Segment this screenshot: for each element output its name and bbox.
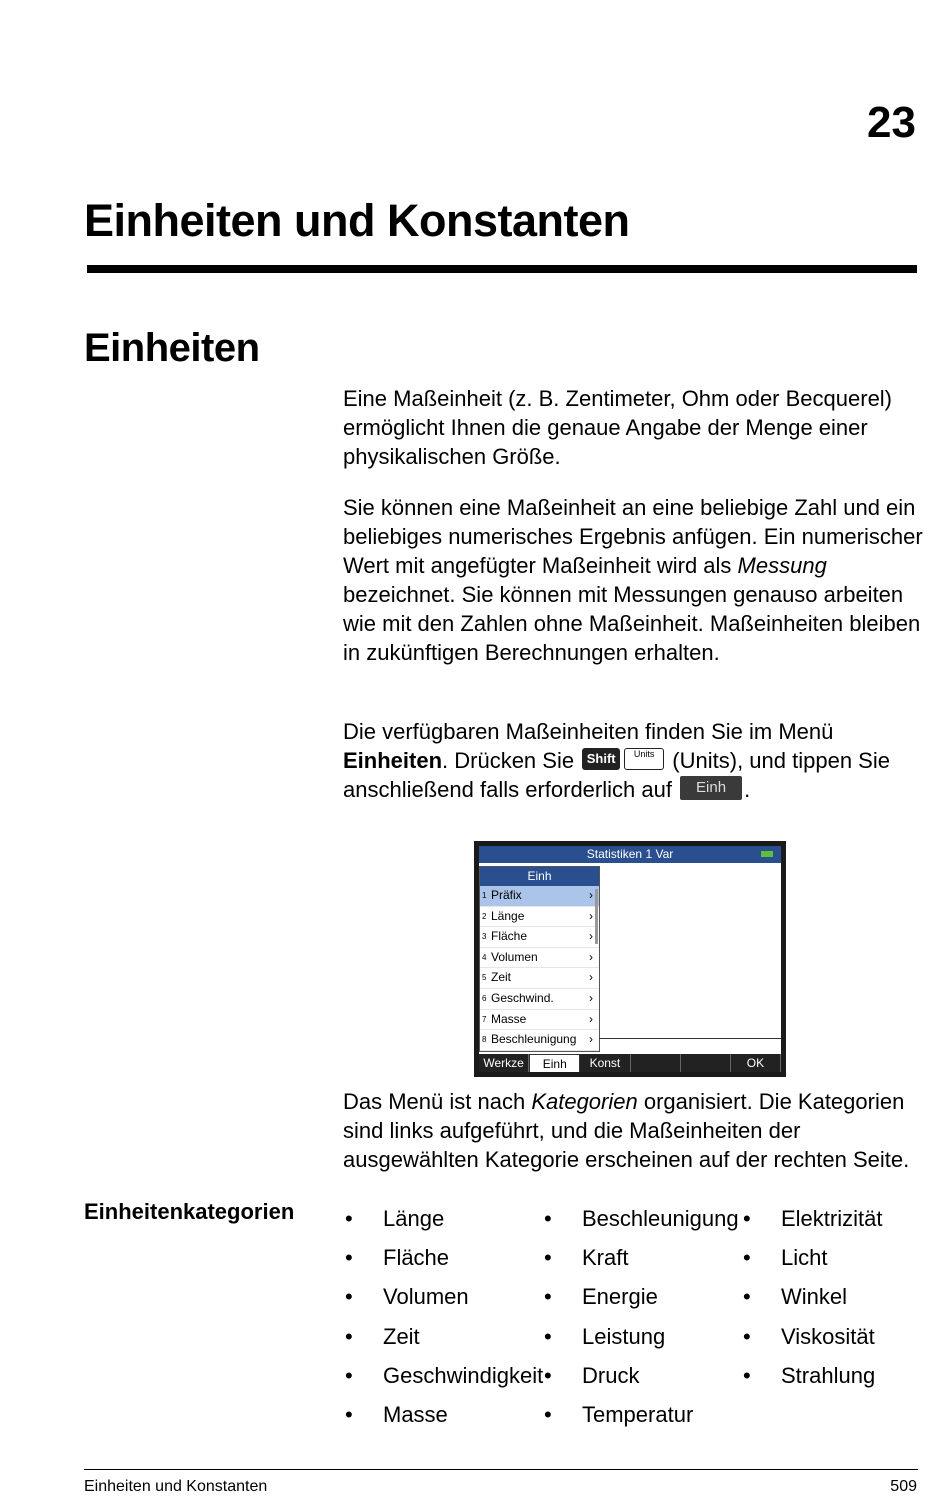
chevron-right-icon: › bbox=[589, 949, 593, 964]
calculator-screen bbox=[479, 846, 781, 1072]
category-label: Volumen bbox=[383, 1284, 469, 1310]
paragraph-intro-text: Eine Maßeinheit (z. B. Zentimeter, Ohm oder Becquerel) ermöglicht Ihnen die genaue Angabe der Menge einer physikalischen Größe. bbox=[343, 386, 893, 469]
softkey-ok[interactable]: OK bbox=[731, 1054, 781, 1072]
calculator-title: Statistiken 1 Var bbox=[586, 847, 674, 861]
menu-name-einheiten: Einheiten bbox=[343, 748, 443, 773]
menu-item-flaeche[interactable] bbox=[480, 927, 599, 948]
menu-item-beschleunigung[interactable] bbox=[480, 1030, 599, 1051]
category-label: Temperatur bbox=[582, 1401, 694, 1427]
category-label: Strahlung bbox=[781, 1362, 876, 1388]
menu-item-praefix[interactable] bbox=[480, 886, 599, 907]
menu-item-number: 8 bbox=[482, 1035, 487, 1045]
menu-item-label: Fläche bbox=[491, 929, 528, 944]
softkey-empty-1[interactable] bbox=[631, 1054, 681, 1072]
menu-item-masse[interactable] bbox=[480, 1010, 599, 1031]
paragraph-categories-b: organisiert. Die Kategorien sind links aufgeführt, und die Maßeinheiten der ausgewählten Kategorie erscheinen auf der rechten Seite. bbox=[343, 1089, 910, 1172]
paragraph-measurement-a: Sie können eine Maßeinheit an eine beliebige Zahl und ein beliebiges numerisches Ergebnis anfügen. Ein numerischer Wert mit angefügter Maßeinheit wird als bbox=[343, 495, 923, 578]
category-label: Licht bbox=[781, 1245, 828, 1271]
chevron-right-icon: › bbox=[589, 908, 593, 923]
bullet: • bbox=[345, 1284, 353, 1310]
category-label: Energie bbox=[582, 1284, 658, 1310]
bullet: • bbox=[544, 1401, 552, 1427]
entry-line bbox=[599, 1038, 781, 1039]
paragraph-categories-a: Das Menü ist nach bbox=[343, 1089, 532, 1114]
units-menu-header: Einh bbox=[480, 867, 599, 886]
menu-item-geschwind[interactable] bbox=[480, 989, 599, 1010]
paragraph-menu-b: . Drücken Sie bbox=[442, 748, 581, 773]
bullet: • bbox=[743, 1206, 751, 1231]
category-label: Viskosität bbox=[781, 1323, 875, 1349]
menu-item-number: 4 bbox=[482, 952, 487, 962]
bullet: • bbox=[345, 1245, 353, 1271]
bullet: • bbox=[544, 1284, 552, 1310]
paragraph-categories bbox=[343, 1087, 928, 1174]
menu-item-zeit[interactable] bbox=[480, 968, 599, 989]
calculator-screenshot bbox=[474, 841, 786, 1077]
calculator-title-bar bbox=[479, 846, 781, 863]
chevron-right-icon: › bbox=[589, 1032, 593, 1047]
bullet: • bbox=[544, 1245, 552, 1271]
chapter-number: 23 bbox=[867, 98, 916, 147]
section-title: Einheiten bbox=[84, 326, 260, 370]
menu-item-label: Zeit bbox=[491, 970, 512, 985]
category-label: Beschleunigung bbox=[582, 1206, 739, 1231]
category-label: Leistung bbox=[582, 1323, 666, 1349]
menu-item-number: 6 bbox=[482, 993, 487, 1003]
bullet: • bbox=[345, 1323, 353, 1349]
softkey-einh[interactable]: Einh bbox=[529, 1054, 580, 1072]
paragraph-menu-d: . bbox=[744, 777, 751, 802]
paragraph-menu-a: Die verfügbaren Maßeinheiten finden Sie im Menü bbox=[343, 719, 834, 744]
menu-item-label: Volumen bbox=[491, 949, 538, 964]
paragraph-menu-c: (Units), und tippen Sie anschließend falls erforderlich auf bbox=[343, 748, 890, 802]
menu-scrollbar[interactable] bbox=[595, 889, 598, 944]
bullet: • bbox=[743, 1323, 751, 1349]
page-number: 509 bbox=[890, 1478, 917, 1495]
menu-item-volumen[interactable] bbox=[480, 948, 599, 969]
menu-item-number: 5 bbox=[482, 973, 487, 983]
menu-item-number: 2 bbox=[482, 911, 487, 921]
term-messung: Messung bbox=[737, 553, 827, 578]
bullet: • bbox=[345, 1206, 353, 1231]
paragraph-intro bbox=[343, 384, 928, 471]
units-key-label: Units bbox=[633, 749, 655, 760]
softkey-bar bbox=[479, 1054, 781, 1072]
category-label: Kraft bbox=[582, 1245, 629, 1271]
categories-heading: Einheitenkategorien bbox=[84, 1199, 295, 1224]
chevron-right-icon: › bbox=[589, 888, 593, 902]
category-label: Masse bbox=[383, 1401, 448, 1427]
paragraph-menu-access bbox=[343, 717, 928, 804]
menu-item-label: Geschwind. bbox=[491, 990, 554, 1005]
category-label: Zeit bbox=[383, 1323, 420, 1349]
category-label: Länge bbox=[383, 1206, 445, 1231]
term-kategorien: Kategorien bbox=[531, 1089, 638, 1114]
menu-item-label: Präfix bbox=[491, 888, 522, 902]
battery-icon bbox=[761, 851, 773, 857]
chapter-rule bbox=[87, 265, 917, 273]
bullet: • bbox=[544, 1323, 552, 1349]
bullet: • bbox=[743, 1245, 751, 1271]
chevron-right-icon: › bbox=[589, 929, 593, 944]
bullet: • bbox=[544, 1362, 552, 1388]
paragraph-measurement bbox=[343, 493, 928, 667]
softkey-empty-2[interactable] bbox=[681, 1054, 731, 1072]
chapter-title: Einheiten und Konstanten bbox=[84, 195, 630, 246]
menu-item-laenge[interactable] bbox=[480, 907, 599, 928]
bullet: • bbox=[544, 1206, 552, 1231]
shift-key-icon: Shift bbox=[582, 748, 620, 770]
footer-title: Einheiten und Konstanten bbox=[84, 1478, 268, 1495]
category-label: Geschwindigkeit bbox=[383, 1362, 544, 1388]
bullet: • bbox=[345, 1401, 353, 1427]
units-key-icon bbox=[624, 748, 664, 770]
menu-item-label: Masse bbox=[491, 1011, 527, 1026]
category-label: Druck bbox=[582, 1362, 640, 1388]
category-label: Elektrizität bbox=[781, 1206, 883, 1231]
category-label: Fläche bbox=[383, 1245, 450, 1271]
softkey-werkze[interactable]: Werkze bbox=[479, 1054, 529, 1072]
bullet: • bbox=[743, 1284, 751, 1310]
einh-softkey-icon: Einh bbox=[680, 776, 742, 800]
paragraph-measurement-b: bezeichnet. Sie können mit Messungen genauso arbeiten wie mit den Zahlen ohne Maßeinheit. Maßeinheiten bleiben in zukünftigen Berechnungen erhalten. bbox=[343, 582, 921, 665]
footer-rule bbox=[84, 1469, 918, 1470]
menu-item-label: Länge bbox=[491, 908, 525, 923]
units-menu bbox=[479, 866, 600, 1052]
menu-item-number: 3 bbox=[482, 932, 487, 942]
category-label: Winkel bbox=[781, 1284, 848, 1310]
softkey-konst[interactable]: Konst bbox=[580, 1054, 630, 1072]
chevron-right-icon: › bbox=[589, 1011, 593, 1026]
chevron-right-icon: › bbox=[589, 970, 593, 985]
bullet: • bbox=[345, 1362, 353, 1388]
bullet: • bbox=[743, 1362, 751, 1388]
chevron-right-icon: › bbox=[589, 990, 593, 1005]
menu-item-number: 7 bbox=[482, 1014, 487, 1024]
menu-item-label: Beschleunigung bbox=[491, 1032, 577, 1047]
menu-item-number: 1 bbox=[482, 891, 487, 900]
